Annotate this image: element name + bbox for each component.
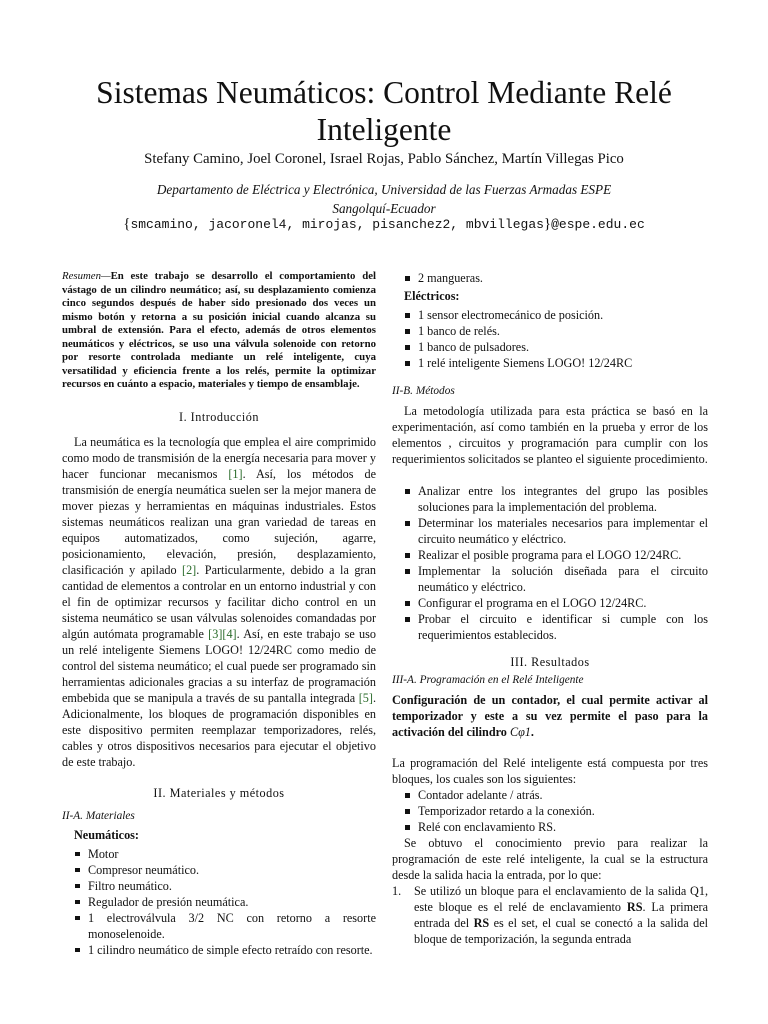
list-item: Realizar el posible programa para el LOGO 12/24RC. bbox=[404, 547, 708, 563]
prog-bold-text: Configuración de un contador, el cual permite activar al temporizador y este a su vez permite el paso para la activación del cilindro bbox=[392, 693, 708, 739]
citation-link[interactable]: [2] bbox=[182, 562, 197, 577]
subsection-heading-metodos: II-B. Métodos bbox=[392, 385, 455, 397]
email-users: smcamino, jacoronel4, mirojas, pisanchez2, mbvillegas bbox=[130, 217, 544, 232]
citation-link[interactable]: [3] bbox=[208, 626, 223, 641]
list-item: 1 sensor electromecánico de posición. bbox=[404, 307, 708, 323]
citation-link[interactable]: [5] bbox=[358, 690, 373, 705]
section-heading-resultados: III. Resultados bbox=[510, 655, 590, 669]
list-item: Implementar la solución diseñada para el circuito neumático y eléctrico. bbox=[404, 563, 708, 595]
intro-text-1: La neumática es la tecnología que emplea el aire comprimido como modo de transmisión de la energía necesaria para mover y hacer funcionar mecanismos bbox=[62, 434, 376, 481]
intro-paragraph bbox=[62, 434, 376, 770]
list-item: 1 cilindro neumático de simple efecto retraído con resorte. bbox=[74, 942, 376, 958]
item-bold-rs: RS bbox=[473, 916, 490, 930]
item-text: . La primera entrada del bbox=[414, 900, 708, 930]
list-item: 2 mangueras. bbox=[404, 270, 708, 286]
item-text: Se utilizó un bloque para el enclavamiento de la salida Q1, este bloque es el relé de enclavamiento bbox=[414, 884, 708, 914]
list-item: 1 electroválvula 3/2 NC con retorno a resorte monoselenoide. bbox=[74, 910, 376, 942]
list-item: Contador adelante / atrás. bbox=[404, 787, 708, 803]
metodos-steps-list bbox=[392, 483, 708, 643]
list-item: 1 relé inteligente Siemens LOGO! 12/24RC bbox=[404, 355, 708, 371]
intro-text-5: . Adicionalmente, los bloques de programación disponibles en este dispositivo permiten reemplazar temporizadores, relés, cables y otros dispositivos necesarios para ejecutar el objetivo de este trabajo. bbox=[62, 690, 376, 769]
item-bold-rs: RS bbox=[626, 900, 643, 914]
list-item: Analizar entre los integrantes del grupo las posibles soluciones para la implementación del problema. bbox=[404, 483, 708, 515]
left-column bbox=[62, 270, 376, 958]
list-number: 1. bbox=[392, 884, 402, 898]
group-title-electricos: Eléctricos: bbox=[404, 289, 460, 303]
affiliation-department: Departamento de Eléctrica y Electrónica, Universidad de las Fuerzas Armadas ESPE bbox=[156, 182, 612, 197]
subsection-heading-programacion: III-A. Programación en el Relé Inteligente bbox=[392, 674, 584, 686]
list-item: Determinar los materiales necesarios para implementar el circuito neumático y eléctrico. bbox=[404, 515, 708, 547]
list-item: Configurar el programa en el LOGO 12/24RC. bbox=[404, 595, 708, 611]
list-item: Motor bbox=[74, 846, 376, 862]
neumaticos-list-continued bbox=[392, 270, 708, 286]
affiliation bbox=[40, 180, 728, 218]
email-brace-open: { bbox=[123, 216, 131, 232]
list-item: 1 banco de relés. bbox=[404, 323, 708, 339]
math-c-phi-1: Cφ1 bbox=[509, 725, 531, 739]
programacion-bold-paragraph bbox=[392, 692, 708, 740]
electricos-list bbox=[392, 307, 708, 371]
intro-text-2: . Así, los métodos de transmisión de energía neumática suelen ser la mejor manera de mover piezas y herramientas en máquinas industriales. Estos sistemas neumáticos realizan una gran variedad de tareas en equipos automatizados, como sujeción, agarre, posicionamiento, elevación, presión, desplazamiento, clasificación y apilado bbox=[62, 466, 376, 577]
list-item: 1 banco de pulsadores. bbox=[404, 339, 708, 355]
neumaticos-list bbox=[62, 846, 376, 958]
programacion-paragraph-2: Se obtuvo el conocimiento previo para realizar la programación de este relé inteligente, la cual se la estructura desde la salida hacia la entrada, por lo que: bbox=[392, 836, 708, 882]
abstract-text: En este trabajo se desarrollo el comportamiento del vástago de un cilindro neumático; así, su desplazamiento comienza cinco segundos después de haber sido presionado dos veces un mismo botón y retorna a su posición inicial cuando alcanza su umbral de extensión. Para el efecto, además de otros elementos neumáticos y eléctricos, se uso una válvula solenoide con retorno por resorte controlada mediante un relé inteligente, cuya versatilidad y eficiencia frente a los relés, permite la optimizar recursos en cuánto a espacio, materiales y tiempo de ensamblaje. bbox=[62, 270, 376, 390]
section-heading-introduccion: I. Introducción bbox=[179, 409, 259, 424]
group-title-neumaticos: Neumáticos: bbox=[74, 827, 139, 842]
subsection-heading-materiales: II-A. Materiales bbox=[62, 809, 135, 822]
list-item bbox=[392, 883, 708, 947]
intro-text-3: . Particularmente, debido a la gran cantidad de elementos a controlar en un entorno industrial y con el fin de optimizar recursos y facilitar dicho control en un sistema neumático se usan válvulas solenoides comandadas por algún autómata programable bbox=[62, 562, 376, 641]
email-brace-close: } bbox=[543, 216, 552, 232]
list-item: Compresor neumático. bbox=[74, 862, 376, 878]
citation-link[interactable]: [1] bbox=[228, 466, 243, 481]
author-emails bbox=[40, 216, 728, 233]
list-item: Temporizador retardo a la conexión. bbox=[404, 803, 708, 819]
prog-bold-end: . bbox=[530, 725, 534, 739]
email-domain: @espe.edu.ec bbox=[551, 217, 645, 232]
intro-text-4: . Así, en este trabajo se uso un relé inteligente Siemens LOGO! 12/24RC como medio de control del sistema neumático; el cual puede ser programado sin herramientas adicionales gracias a su interfaz de programación embebida que se manipula a través de su pantalla integrada bbox=[62, 626, 376, 705]
programacion-steps-list bbox=[392, 883, 708, 947]
abstract-label: Resumen— bbox=[62, 270, 111, 282]
metodos-paragraph: La metodología utilizada para esta práctica se basó en la experimentación, así como también en la prueba y error de los elementos , circuitos y programación para cumplir con los requerimientos solicitados se planteo el siguiente procedimiento. bbox=[392, 404, 708, 466]
section-heading-materiales-metodos: II. Materiales y métodos bbox=[153, 785, 285, 800]
list-item: Probar el circuito e identificar si cumple con los requerimientos establecidos. bbox=[404, 611, 708, 643]
list-item: Relé con enclavamiento RS. bbox=[404, 819, 708, 835]
programacion-paragraph: La programación del Relé inteligente está compuesta por tres bloques, los cuales son los siguientes: bbox=[392, 756, 708, 786]
paper-title: Sistemas Neumáticos: Control Mediante Relé Inteligente bbox=[96, 75, 672, 147]
bloques-list bbox=[392, 787, 708, 835]
citation-link[interactable]: [4] bbox=[222, 626, 237, 641]
right-column bbox=[392, 270, 708, 947]
list-item: Regulador de presión neumática. bbox=[74, 894, 376, 910]
abstract bbox=[62, 270, 376, 392]
affiliation-location: Sangolquí-Ecuador bbox=[332, 201, 436, 216]
list-item: Filtro neumático. bbox=[74, 878, 376, 894]
item-text: es el set, el cual se conectó a la salida del bloque de temporización, la segunda entrada bbox=[414, 916, 708, 946]
author-list: Stefany Camino, Joel Coronel, Israel Rojas, Pablo Sánchez, Martín Villegas Pico bbox=[144, 151, 624, 167]
